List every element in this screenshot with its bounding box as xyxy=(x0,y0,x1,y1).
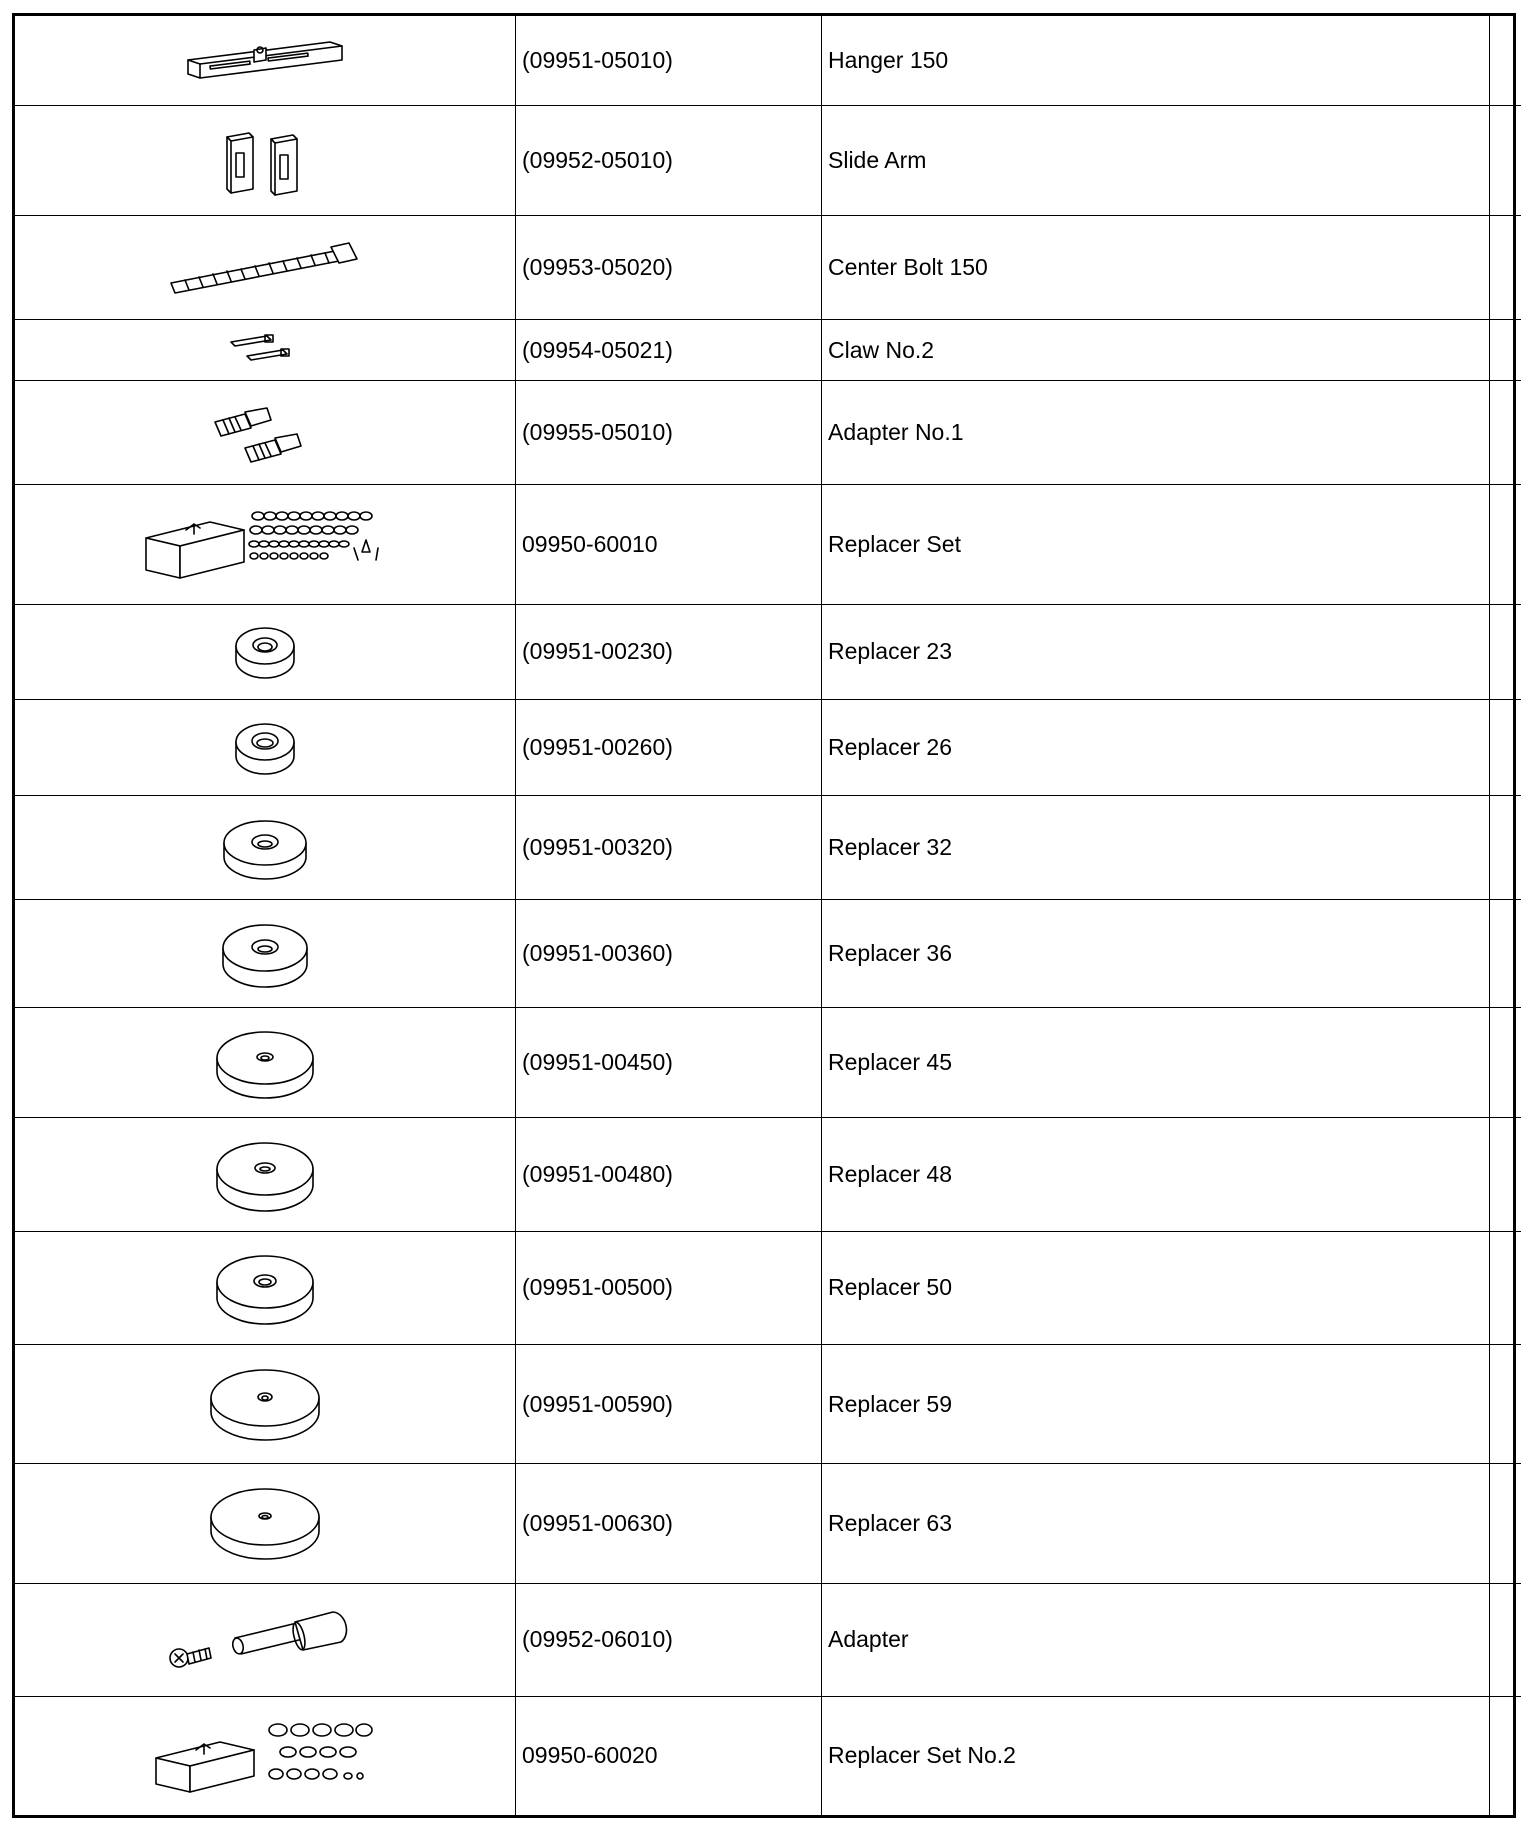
tool-name: Replacer 32 xyxy=(822,795,1490,900)
blank-cell xyxy=(1490,795,1522,900)
blank-cell xyxy=(1490,1583,1522,1696)
part-number: (09951-00590) xyxy=(516,1345,822,1464)
table-row xyxy=(15,700,1521,796)
part-number: (09951-00630) xyxy=(516,1464,822,1583)
tool-name: Adapter No.1 xyxy=(822,380,1490,485)
tool-name: Replacer 63 xyxy=(822,1464,1490,1583)
tool-name: Hanger 150 xyxy=(822,16,1490,105)
claw-icon xyxy=(225,330,305,370)
blank-cell xyxy=(1490,1345,1522,1464)
part-number: 09950-60020 xyxy=(516,1696,822,1815)
part-number: (09952-06010) xyxy=(516,1583,822,1696)
tool-name: Replacer 48 xyxy=(822,1118,1490,1231)
table-row xyxy=(15,380,1521,485)
part-number: (09954-05021) xyxy=(516,320,822,380)
replacer-disc-icon xyxy=(219,918,311,990)
table-row xyxy=(15,1464,1521,1583)
table-row xyxy=(15,604,1521,700)
blank-cell xyxy=(1490,105,1522,215)
tool-illustration xyxy=(15,105,516,215)
blank-cell xyxy=(1490,1118,1522,1231)
tool-illustration xyxy=(15,700,516,796)
blank-cell xyxy=(1490,320,1522,380)
table-row xyxy=(15,795,1521,900)
tool-illustration xyxy=(15,215,516,320)
blank-cell xyxy=(1490,1007,1522,1117)
tool-name: Replacer 36 xyxy=(822,900,1490,1007)
tool-illustration xyxy=(15,1118,516,1231)
part-number: (09951-00480) xyxy=(516,1118,822,1231)
part-number: (09951-05010) xyxy=(516,16,822,105)
tool-list-sheet xyxy=(12,13,1516,1818)
replacer-disc-icon xyxy=(230,716,300,780)
tool-name: Replacer 45 xyxy=(822,1007,1490,1117)
part-number: (09951-00500) xyxy=(516,1231,822,1344)
part-number: (09951-00450) xyxy=(516,1007,822,1117)
replacer-set-icon xyxy=(140,504,390,584)
tool-illustration xyxy=(15,1007,516,1117)
adapter-icon xyxy=(165,1602,365,1678)
blank-cell xyxy=(1490,1696,1522,1815)
tool-name: Replacer 26 xyxy=(822,700,1490,796)
part-number: (09951-00260) xyxy=(516,700,822,796)
blank-cell xyxy=(1490,700,1522,796)
replacer-disc-icon xyxy=(213,1250,317,1326)
part-number: (09951-00320) xyxy=(516,795,822,900)
replacer-set-2-icon xyxy=(150,1716,380,1796)
tool-illustration xyxy=(15,1583,516,1696)
blank-cell xyxy=(1490,604,1522,700)
table-row xyxy=(15,1345,1521,1464)
hanger-icon xyxy=(180,30,350,90)
blank-cell xyxy=(1490,485,1522,604)
part-number: (09953-05020) xyxy=(516,215,822,320)
part-number: (09951-00230) xyxy=(516,604,822,700)
table-row xyxy=(15,1007,1521,1117)
table-row xyxy=(15,1231,1521,1344)
table-row xyxy=(15,105,1521,215)
tool-illustration xyxy=(15,900,516,1007)
blank-cell xyxy=(1490,215,1522,320)
tool-illustration xyxy=(15,795,516,900)
part-number: 09950-60010 xyxy=(516,485,822,604)
table-row xyxy=(15,215,1521,320)
tool-name: Replacer 50 xyxy=(822,1231,1490,1344)
part-number: (09952-05010) xyxy=(516,105,822,215)
tool-name: Adapter xyxy=(822,1583,1490,1696)
replacer-disc-icon xyxy=(207,1483,323,1563)
tool-illustration xyxy=(15,1464,516,1583)
replacer-disc-icon xyxy=(230,620,300,684)
tool-name: Replacer 23 xyxy=(822,604,1490,700)
slide-arm-icon xyxy=(205,123,325,197)
replacer-disc-icon xyxy=(213,1026,317,1100)
replacer-disc-icon xyxy=(220,813,310,883)
adapter-pair-icon xyxy=(205,398,325,468)
tool-name: Slide Arm xyxy=(822,105,1490,215)
blank-cell xyxy=(1490,380,1522,485)
special-tools-table xyxy=(15,16,1521,1815)
tool-illustration xyxy=(15,604,516,700)
replacer-disc-icon xyxy=(213,1137,317,1213)
table-row xyxy=(15,485,1521,604)
table-row xyxy=(15,320,1521,380)
table-row xyxy=(15,1583,1521,1696)
blank-cell xyxy=(1490,900,1522,1007)
table-row xyxy=(15,1696,1521,1815)
part-number: (09955-05010) xyxy=(516,380,822,485)
tool-name: Replacer 59 xyxy=(822,1345,1490,1464)
tool-illustration xyxy=(15,1345,516,1464)
center-bolt-icon xyxy=(165,233,365,303)
tool-illustration xyxy=(15,1231,516,1344)
replacer-disc-icon xyxy=(207,1364,323,1444)
tool-illustration xyxy=(15,16,516,105)
tool-name: Claw No.2 xyxy=(822,320,1490,380)
tool-name: Center Bolt 150 xyxy=(822,215,1490,320)
tool-illustration xyxy=(15,320,516,380)
blank-cell xyxy=(1490,16,1522,105)
tool-illustration xyxy=(15,380,516,485)
blank-cell xyxy=(1490,1464,1522,1583)
blank-cell xyxy=(1490,1231,1522,1344)
table-row xyxy=(15,16,1521,105)
part-number: (09951-00360) xyxy=(516,900,822,1007)
tool-name: Replacer Set xyxy=(822,485,1490,604)
tool-illustration xyxy=(15,485,516,604)
tool-illustration xyxy=(15,1696,516,1815)
tool-name: Replacer Set No.2 xyxy=(822,1696,1490,1815)
table-row xyxy=(15,900,1521,1007)
table-row xyxy=(15,1118,1521,1231)
